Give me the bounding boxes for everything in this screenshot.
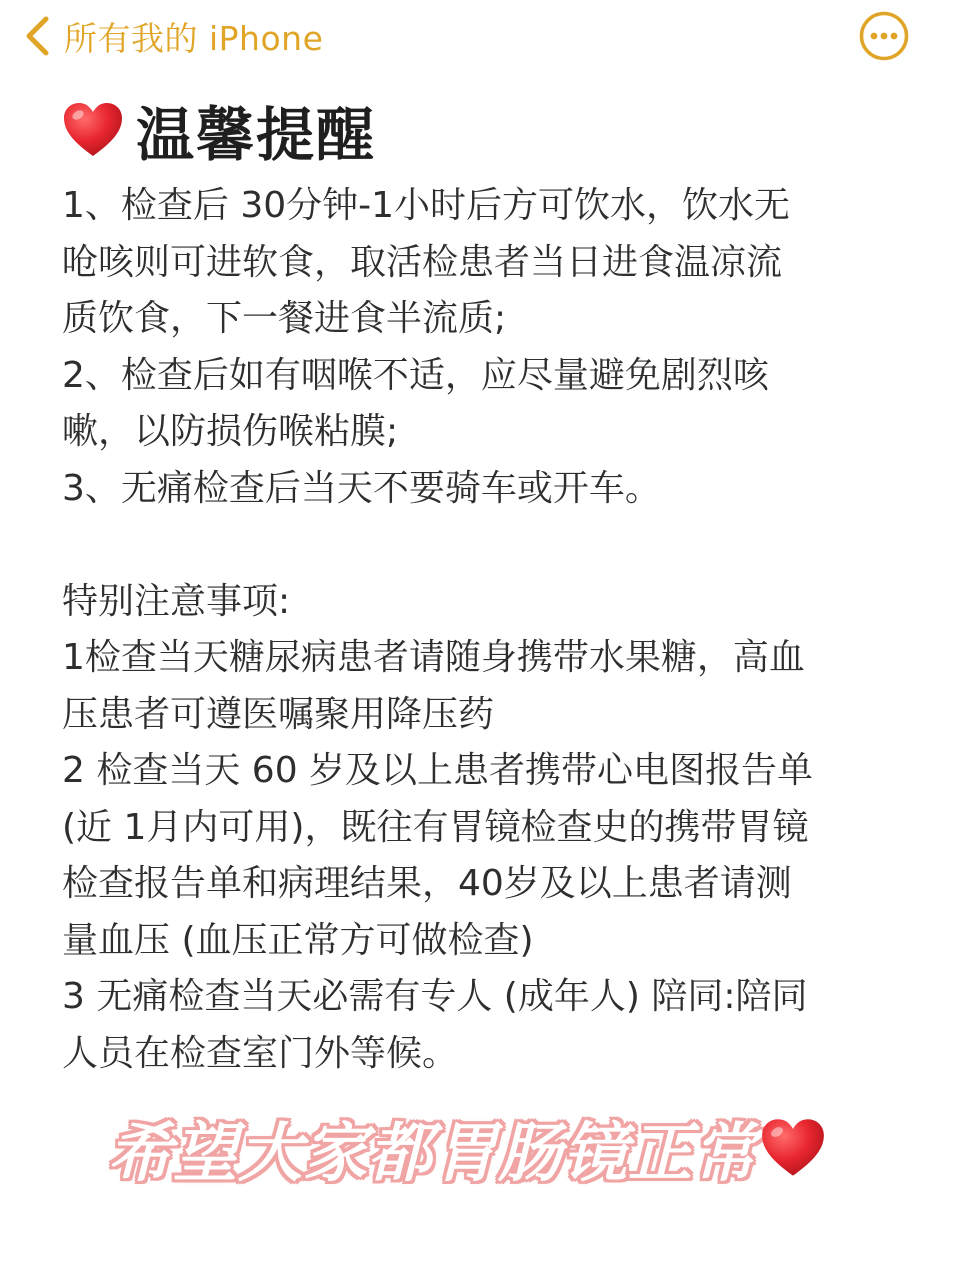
note-title: 温馨提醒 [136,101,377,169]
note-line: 1检查当天糖尿病患者请随身携带水果糖，高血 [62,637,805,678]
note-line: 3、无痛检查后当天不要骑车或开车。 [62,467,661,509]
note-line: 2 检查当天 60 岁及以上患者携带心电图报告单 [62,750,814,791]
note-title-row [62,88,912,172]
note-line: 3 无痛检查当天必需有专人 (成年人) 陪同:陪同 [62,976,808,1017]
note-line: 嗽，以防损伤喉粘膜; [62,411,399,452]
nav-bar [0,0,960,80]
note-line: 呛咳则可进软食，取活检患者当日进食温凉流 [62,241,783,283]
note-line: 质饮食，下一餐进食半流质; [62,298,507,339]
red-heart-icon [62,101,124,159]
red-heart-icon [760,1117,826,1179]
ellipsis-circle-icon [858,10,910,62]
banner-text: 希望大家都胃肠镜正常 [108,1117,758,1191]
note-line: 量血压 (血压正常方可做检查) [62,919,534,961]
chevron-left-icon [22,15,52,57]
note-body[interactable] [62,88,912,1082]
wish-banner [108,1108,888,1191]
blank-line [62,517,912,574]
note-line: (近 1月内可用)，既往有胃镜检查史的携带胃镜 [62,806,809,848]
note-section-heading: 特别注意事项: [62,580,291,622]
note-line: 人员在检查室门外等候。 [62,1032,459,1074]
note-line: 压患者可遵医嘱聚用降压药 [62,693,495,735]
back-button[interactable] [22,8,323,64]
note-text [62,178,912,1082]
more-options-button[interactable] [858,10,910,62]
note-line: 2、检查后如有咽喉不适，应尽量避免剧烈咳 [62,354,769,396]
note-line: 检查报告单和病理结果，40岁及以上患者请测 [62,863,792,904]
note-line: 1、检查后 30分钟-1小时后方可饮水，饮水无 [62,185,791,226]
back-label: 所有我的 iPhone [64,18,324,58]
